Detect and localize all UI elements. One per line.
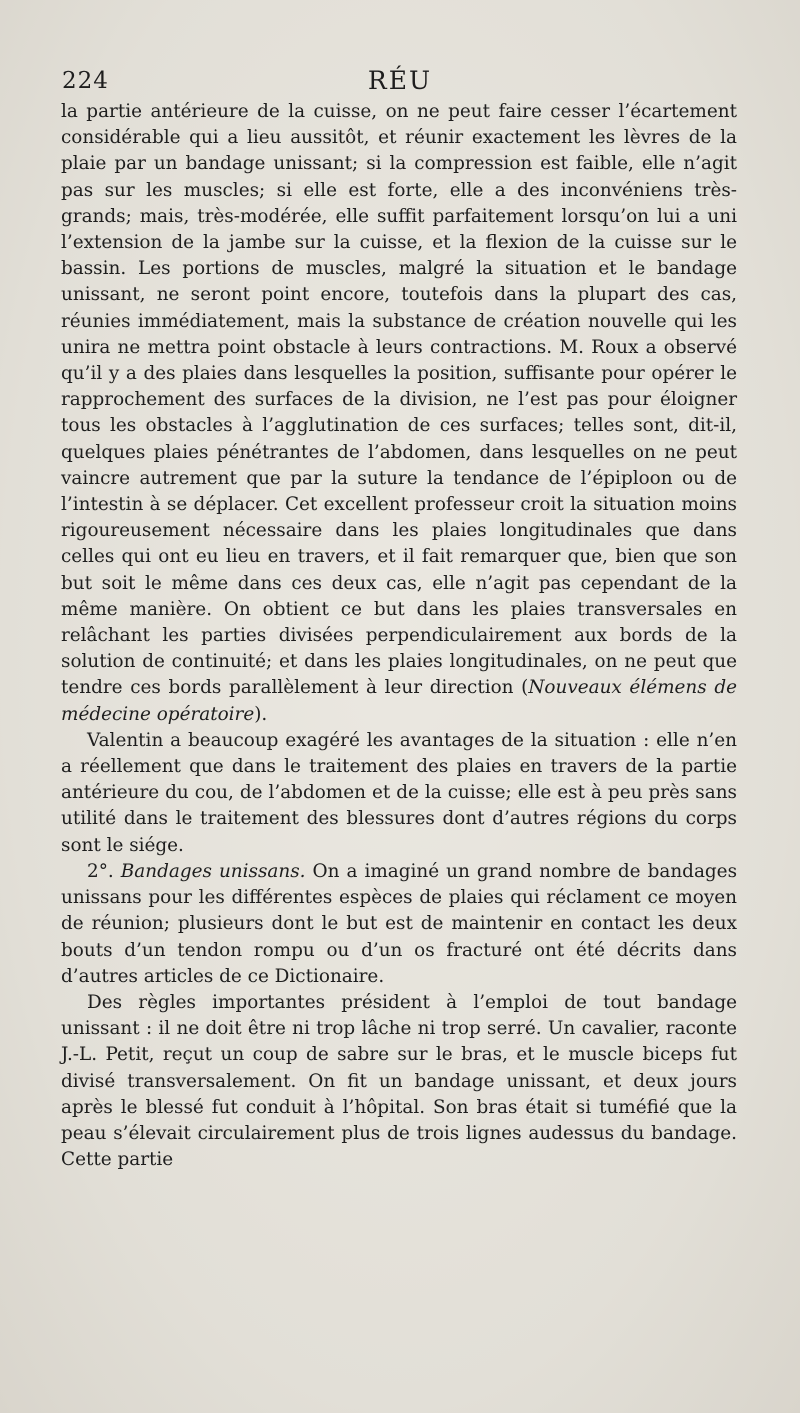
paragraph-text: ). bbox=[254, 703, 268, 725]
body-text bbox=[61, 99, 737, 1173]
section-heading-italic: Bandages unissans. bbox=[120, 860, 306, 882]
paragraph-1 bbox=[61, 99, 737, 728]
paragraph-2 bbox=[61, 728, 737, 859]
paragraph-3 bbox=[61, 859, 737, 990]
running-head bbox=[62, 66, 738, 100]
book-title-italic: Nouveaux élémens de médecine opératoire bbox=[61, 677, 737, 725]
paragraph-text: la partie antérieure de la cuisse, on ne peut faire cesser l’écartement considérable qui a lieu aussitôt, et réunir exactement les lèvres de la plaie par un bandage unissant; si la compression est faible, elle n’agit pas sur les muscles; si elle est forte, elle a des inconvéniens très-grands; mais, très-modérée, elle suffit parfaitement lorsqu’on lui a uni l’extension de la jambe sur la cuisse, et la flexion de la cuisse sur le bassin. Les portions de muscles, malgré la situation et le bandage unissant, ne seront point encore, toutefois dans la plupart des cas, réunies immédiatement, mais la substance de création nouvelle qui les unira ne mettra point obstacle à leurs contractions. M. Roux a observé qu’il y a des plaies dans lesquelles la position, suffisante pour opérer le rapprochement des surfaces de la division, ne l’est pas pour éloigner tous les obstacles à l’agglutination de ces surfaces; telles sont, dit-il, quelques plaies pénétrantes de l’abdomen, dans lesquelles on ne peut vaincre autrement que par la suture la tendance de l’épiploon ou de l’intestin à se déplacer. Cet excellent professeur croit la situation moins rigoureusement nécessaire dans les plaies longitudinales que dans celles qui ont eu lieu en travers, et il fait remarquer que, bien que son but soit le même dans ces deux cas, elle n’agit pas cependant de la même manière. On obtient ce but dans les plaies transversales en relâchant les parties divisées perpendiculairement aux bords de la solution de continuité; et dans les plaies longitudinales, on ne peut que tendre ces bords parallèlement à leur direction ( bbox=[61, 101, 737, 699]
paragraph-4 bbox=[61, 990, 737, 1173]
page-number: 224 bbox=[62, 68, 109, 94]
paragraph-text: On a imaginé un grand nombre de bandages unissans pour les différentes espèces de plaies qui réclament ce moyen de réunion; plusieurs dont le but est de maintenir en contact les deux bouts d’un tendon rompu ou d’un os fracturé ont été décrits dans d’autres articles de ce Dictionaire. bbox=[61, 860, 738, 987]
header-title: RÉU bbox=[367, 66, 433, 95]
section-number: 2°. bbox=[87, 860, 121, 882]
paragraph-text: Valentin a beaucoup exagéré les avantages de la situation : elle n’en a réellement que dans le traitement des plaies en travers de la partie antérieure du cou, de l’abdomen et de la cuisse; elle est à peu près sans utilité dans le traitement des blessures dont d’autres régions du corps sont le siége. bbox=[61, 729, 737, 856]
paragraph-text: Des règles importantes président à l’emploi de tout bandage unissant : il ne doit être ni trop lâche ni trop serré. Un cavalier, raconte J.-L. Petit, reçut un coup de sabre sur le bras, et le muscle biceps fut divisé transversalement. On fit un bandage unissant, et deux jours après le blessé fut conduit à l’hôpital. Son bras était si tuméfié que la peau s’élevait circulairement plus de trois lignes audessus du bandage. Cette partie bbox=[61, 991, 737, 1171]
